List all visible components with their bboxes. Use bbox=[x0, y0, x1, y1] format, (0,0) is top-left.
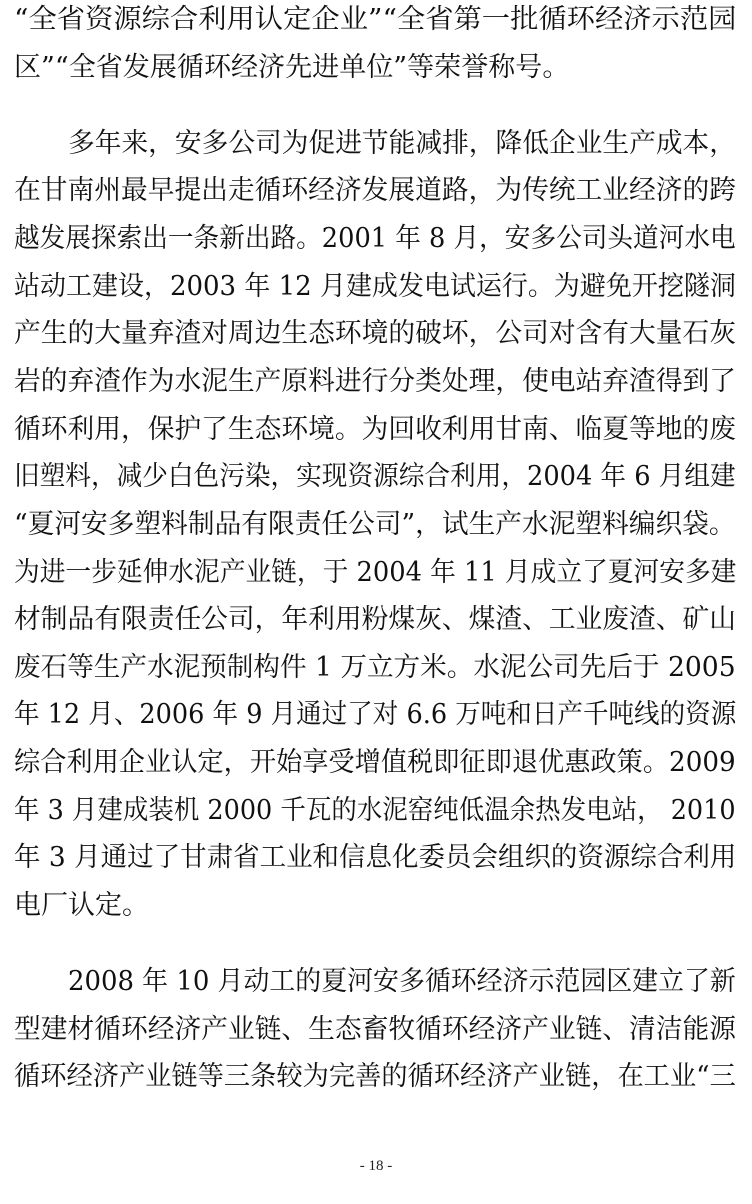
text-line: 年 12 月、2006 年 9 月通过了对 6.6 万吨和日产千吨线的资源 bbox=[14, 699, 737, 730]
text-line: 年 3 月通过了甘肃省工业和信息化委员会组织的资源综合利用 bbox=[14, 842, 737, 873]
page-number: - 18 - bbox=[359, 1158, 393, 1174]
text-line: 区”“全省发展循环经济先进单位”等荣誉称号。 bbox=[14, 52, 570, 83]
text-line: 废石等生产水泥预制构件 1 万立方米。水泥公司先后于 2005 bbox=[14, 652, 736, 683]
text-line: 综合利用企业认定，开始享受增值税即征即退优惠政策。2009 bbox=[14, 747, 736, 778]
text-line: 岩的弃渣作为水泥生产原料进行分类处理，使电站弃渣得到了 bbox=[14, 366, 736, 397]
text-line: 型建材循环经济产业链、生态畜牧循环经济产业链、清洁能源 bbox=[14, 1014, 736, 1045]
text-line: “夏河安多塑料制品有限责任公司”，试生产水泥塑料编织袋。 bbox=[14, 509, 736, 540]
text-line: 循环经济产业链等三条较为完善的循环经济产业链，在工业“三 bbox=[14, 1061, 736, 1092]
text-line: 越发展探索出一条新出路。2001 年 8 月，安多公司头道河水电 bbox=[14, 223, 736, 254]
text-line: 产生的大量弃渣对周边生态环境的破坏，公司对含有大量石灰 bbox=[14, 318, 736, 349]
text-line: 年 3 月建成装机 2000 千瓦的水泥窑纯低温余热发电站， 2010 bbox=[14, 795, 736, 826]
text-line: 多年来，安多公司为促进节能减排，降低企业生产成本， bbox=[68, 128, 736, 159]
text-line: 在甘南州最早提出走循环经济发展道路，为传统工业经济的跨 bbox=[14, 175, 736, 206]
text-line: 2008 年 10 月动工的夏河安多循环经济示范园区建立了新 bbox=[68, 966, 736, 997]
text-line: 材制品有限责任公司，年利用粉煤灰、煤渣、工业废渣、矿山 bbox=[14, 604, 736, 635]
text-line: “全省资源综合利用认定企业”“全省第一批循环经济示范园 bbox=[14, 4, 737, 35]
text-line: 站动工建设，2003 年 12 月建成发电试运行。为避免开挖隧洞 bbox=[14, 271, 736, 302]
text-line: 旧塑料，减少白色污染，实现资源综合利用，2004 年 6 月组建 bbox=[14, 461, 736, 492]
text-line: 循环利用，保护了生态环境。为回收利用甘南、临夏等地的废 bbox=[14, 414, 736, 445]
text-line: 为进一步延伸水泥产业链，于 2004 年 11 月成立了夏河安多建 bbox=[14, 557, 737, 588]
text-line: 电厂认定。 bbox=[14, 890, 149, 921]
